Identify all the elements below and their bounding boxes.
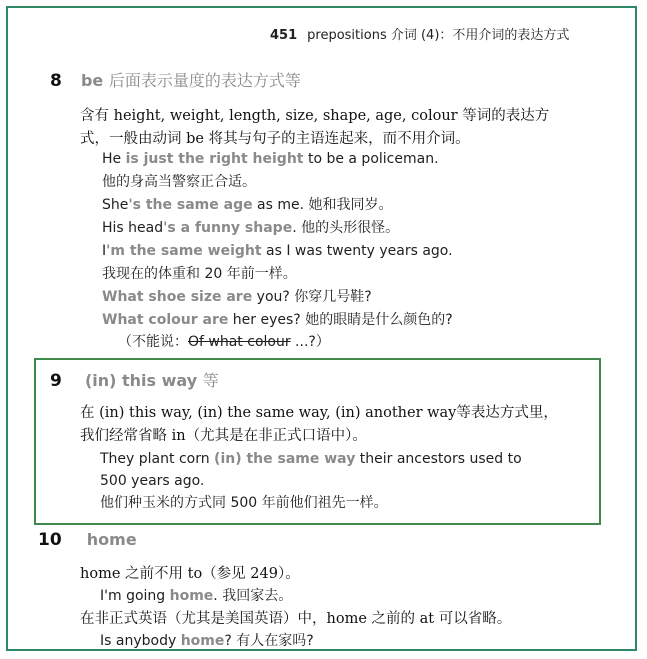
text: to be a policeman. [303, 151, 439, 167]
text: you? 你穿几号鞋? [252, 289, 372, 305]
section-10-paragraph: home 之前不用 to（参见 249）。 [80, 566, 300, 582]
section-number: 8 [50, 71, 62, 91]
text: They plant corn [100, 451, 215, 467]
text: He [102, 151, 126, 167]
section-9-heading [50, 368, 219, 391]
incorrect-usage-note [118, 331, 330, 353]
text: their ancestors used to [355, 451, 522, 467]
example-sentence [102, 240, 453, 262]
example-translation: 他的身高当警察正合适。 [102, 174, 256, 190]
section-title-en: (in) this way [84, 371, 198, 390]
text: She [102, 197, 129, 213]
text: . 我回家去。 [213, 588, 293, 604]
section-10-heading [38, 530, 137, 550]
text: as me. 她和我同岁。 [252, 197, 393, 213]
section-title: home [86, 530, 137, 549]
highlight: 'm the same weight [106, 243, 262, 259]
highlight: 's the same age [128, 197, 253, 213]
highlight: What shoe size are [102, 289, 253, 305]
text: I [102, 243, 107, 259]
header-title: prepositions 介词 (4)：不用介词的表达方式 [307, 28, 570, 43]
section-10-paragraph: 在非正式英语（尤其是美国英语）中，home 之前的 at 可以省略。 [80, 611, 512, 627]
example-sentence-continued: 500 years ago. [100, 473, 205, 489]
text: I'm going [100, 588, 170, 604]
example-sentence [102, 286, 372, 308]
text: Is anybody [100, 633, 181, 649]
section-number: 10 [38, 530, 62, 550]
example-sentence [102, 148, 439, 170]
page-number: 451 [270, 28, 298, 43]
highlight: is just the right height [125, 151, 304, 167]
text: ...?） [290, 334, 330, 350]
section-9-paragraph-line: 在 (in) this way, (in) the same way, (in) another way等表达方式里， [80, 405, 558, 421]
text: His head [102, 220, 164, 236]
section-9-paragraph-line: 我们经常省略 in（尤其是在非正式口语中）。 [80, 428, 367, 444]
running-header [270, 24, 569, 43]
example-sentence [102, 309, 453, 331]
section-title [81, 71, 301, 90]
text: （不能说： [118, 334, 188, 350]
example-sentence [100, 585, 292, 607]
text: as I was twenty years ago. [261, 243, 453, 259]
example-translation: 我现在的体重和 20 年前一样。 [102, 266, 297, 282]
section-8-paragraph-line: 式，一般由动词 be 将其与句子的主语连起来，而不用介词。 [80, 131, 470, 147]
section-8-heading [50, 68, 301, 91]
highlight: home [169, 588, 214, 604]
section-number: 9 [50, 371, 62, 391]
highlight: 's a funny shape [163, 220, 293, 236]
section-title-en: be [80, 71, 104, 90]
highlight: (in) the same way [214, 451, 356, 467]
struck-text: Of what colour [188, 334, 291, 350]
section-8-paragraph-line: 含有 height, weight, length, size, shape, age, colour 等词的表达方 [80, 108, 550, 124]
example-sentence [102, 217, 399, 239]
highlight: home [180, 633, 225, 649]
example-sentence [102, 194, 393, 216]
section-title-cn: 后面表示量度的表达方式等 [108, 71, 301, 90]
text: . 他的头形很怪。 [292, 220, 400, 236]
section-title-cn: 等 [202, 371, 219, 390]
section-title [85, 371, 219, 390]
example-sentence [100, 448, 522, 470]
highlight: What colour are [102, 312, 229, 328]
example-translation: 他们种玉米的方式同 500 年前他们祖先一样。 [100, 495, 388, 511]
text: her eyes? 她的眼睛是什么颜色的? [228, 312, 453, 328]
text: ? 有人在家吗? [224, 633, 314, 649]
example-sentence [100, 630, 314, 652]
